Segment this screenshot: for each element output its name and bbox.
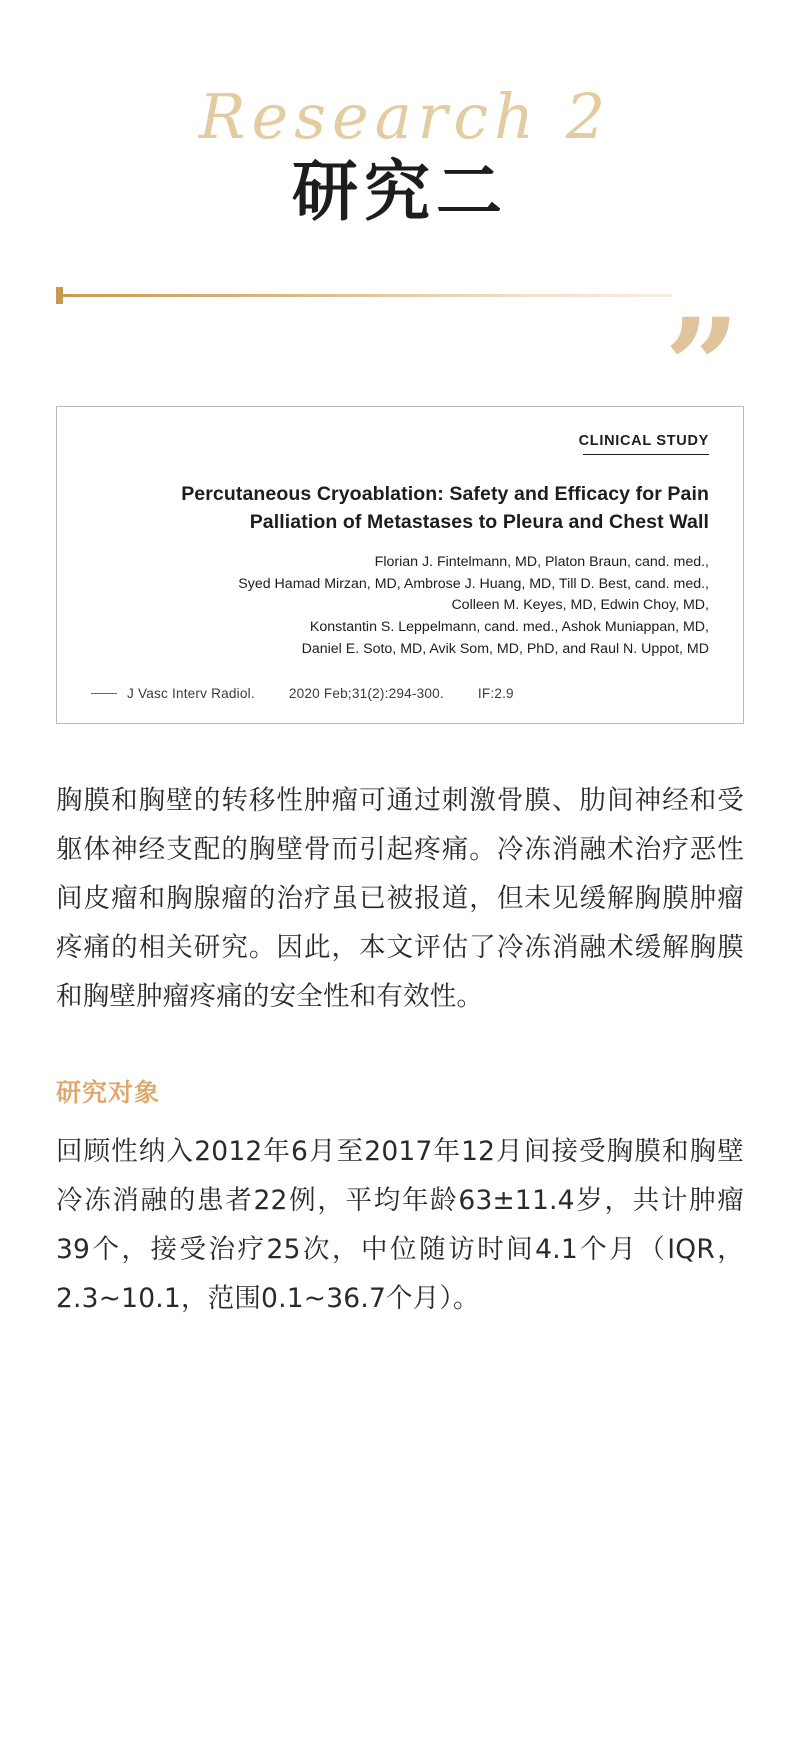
page-header xyxy=(0,0,800,230)
abstract-paragraph: 胸膜和胸壁的转移性肿瘤可通过刺激骨膜、肋间神经和受躯体神经支配的胸壁骨而引起疼痛。冷冻消融术治疗恶性间皮瘤和胸腺瘤的治疗虽已被报道，但未见缓解胸膜肿瘤疼痛的相关研究。因此，本文评估了冷冻消融术缓解胸膜和胸壁肿瘤疼痛的安全性和有效性。 xyxy=(56,785,744,1013)
citation-author-line: Syed Hamad Mirzan, MD, Ambrose J. Huang, MD, Till D. Best, cand. med., xyxy=(238,575,709,592)
subjects-paragraph: 回顾性纳入2012年6月至2017年12月间接受胸膜和胸壁冷冻消融的患者22例，平均年龄63±11.4岁，共计肿瘤39个，接受治疗25次，中位随访时间4.1个月（IQR，2.3~10.1，范围0.1~36.7个月）。 xyxy=(56,1136,744,1315)
citation-footer xyxy=(91,686,709,701)
quote-mark-icon: ” xyxy=(664,301,742,382)
page-title-script: Research 2 xyxy=(198,80,612,153)
citation-journal: J Vasc Interv Radiol. xyxy=(127,686,255,702)
section-divider xyxy=(0,286,800,382)
citation-author-line: Colleen M. Keyes, MD, Edwin Choy, MD, xyxy=(451,597,709,614)
citation-title: Percutaneous Cryoablation: Safety and Efficacy for Pain Palliation of Metastases to Pleura and Chest Wall xyxy=(181,482,709,533)
divider-line xyxy=(56,294,672,297)
body-content xyxy=(56,776,744,1323)
citation-author-line: Daniel E. Soto, MD, Avik Som, MD, PhD, and Raul N. Uppot, MD xyxy=(301,640,709,657)
citation-date: 2020 Feb;31(2):294-300. xyxy=(288,686,444,702)
page-title: 研究二 xyxy=(292,152,508,230)
citation-author-line: Konstantin S. Leppelmann, cand. med., Ashok Muniappan, MD, xyxy=(309,619,709,635)
citation-card xyxy=(56,406,744,724)
section-heading-subjects: 研究对象 xyxy=(56,1078,161,1108)
citation-authors xyxy=(91,552,709,660)
citation-impact-factor: IF:2.9 xyxy=(477,686,514,702)
citation-kicker: CLINICAL STUDY xyxy=(578,432,709,449)
citation-author-line: Florian J. Fintelmann, MD, Platon Braun, cand. med., xyxy=(374,554,709,571)
citation-kicker-rule xyxy=(583,454,709,455)
dash-icon xyxy=(91,693,117,695)
